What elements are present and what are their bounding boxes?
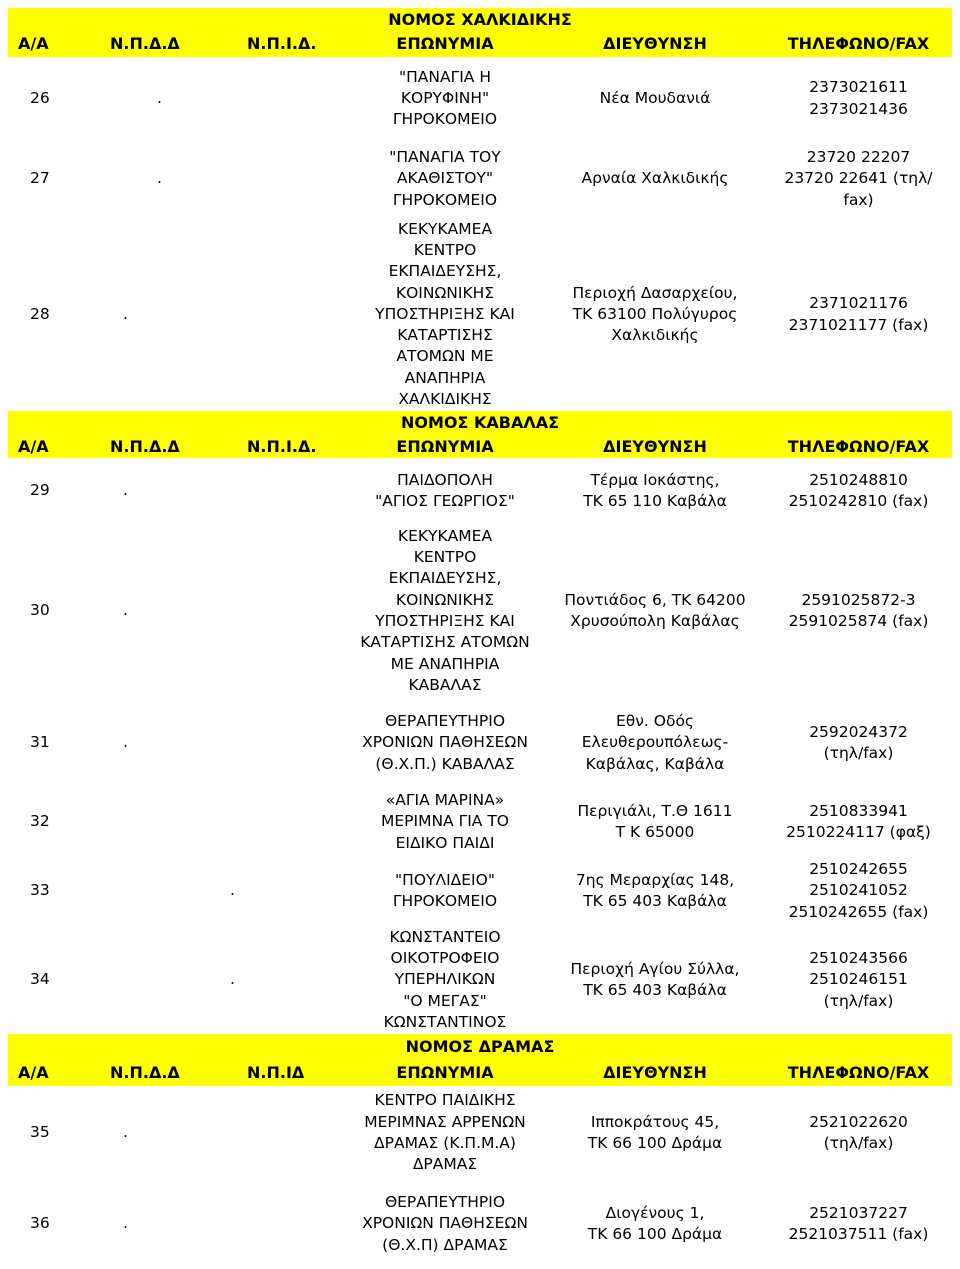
header-npid: Ν.Π.ΙΔ [247,1062,305,1082]
phone-fax: 2510833941 2510224117 (φαξ) [786,801,931,841]
phone-fax: 2591025872-3 2591025874 (fax) [788,590,929,630]
header-name: ΕΠΩΝΥΜΙΑ [396,1062,494,1082]
address: Ιπποκράτους 45, ΤΚ 66 100 Δράμα [587,1112,723,1152]
organization-name: ΘΕΡΑΠΕΥΤΗΡΙΟ ΧΡΟΝΙΩΝ ΠΑΘΗΣΕΩΝ (Θ.Χ.Π.) ΚΑΒΑΛΑΣ [362,712,528,773]
header-phone: ΤΗΛΕΦΩΝΟ/FAX [787,1062,930,1082]
npid-mark: . [230,881,235,900]
header-aa: Α/Α [18,1062,49,1082]
header-npdd: Ν.Π.Δ.Δ [110,436,180,456]
organization-name: ΚΕΝΤΡΟ ΠΑΙΔΙΚΗΣ ΜΕΡΙΜΝΑΣ ΑΡΡΕΝΩΝ ΔΡΑΜΑΣ (Κ.Π.Μ.Α) ΔΡΑΜΑΣ [364,1091,526,1174]
row-number: 35 [30,1123,50,1142]
npdd-mark: . [157,169,162,188]
organization-name: ΚΕΚΥΚΑΜΕΑ ΚΕΝΤΡΟ ΕΚΠΑΙΔΕΥΣΗΣ, ΚΟΙΝΩΝΙΚΗΣ ΥΠΟΣΤΗΡΙΞΗΣ ΚΑΙ ΚΑΤΑΡΤΙΣΗΣ ΑΤΟΜΩΝ ΜΕ ΑΝΑΠΗΡΙΑ ΧΑΛΚΙΔΙΚΗΣ [375,219,515,409]
row-number: 33 [30,881,50,900]
table-row [8,1086,952,1180]
address: Εθν. Οδός Ελευθερουπόλεως- Καβάλας, Καβάλα [581,712,729,773]
phone-fax: 2592024372 (τηλ/fax) [809,722,908,762]
table-row [8,57,952,140]
table-header-row [8,1058,952,1086]
address: Διογένους 1, ΤΚ 66 100 Δράμα [587,1203,723,1243]
organization-name: "ΠΑΝΑΓΙΑ Η ΚΟΡΥΦΙΝΗ" ΓΗΡΟΚΟΜΕΙΟ [392,67,498,129]
section-title-drama: ΝΟΜΟΣ ΔΡΑΜΑΣ [8,1034,952,1058]
npdd-mark: . [157,88,162,107]
address: 7ης Μεραρχίας 148, ΤΚ 65 403 Καβάλα [575,870,735,910]
organization-name: "ΠΟΥΛΙΔΕΙΟ" ΓΗΡΟΚΟΜΕΙΟ [392,870,498,910]
row-number: 31 [30,733,50,752]
header-address: ΔΙΕΥΘΥΝΣΗ [603,34,707,53]
row-number: 29 [30,481,50,500]
header-npdd: Ν.Π.Δ.Δ [110,34,180,53]
npdd-mark: . [123,481,128,500]
phone-fax: 2373021611 2373021436 [809,78,908,118]
npdd-mark: . [123,304,128,323]
phone-fax: 23720 22207 23720 22641 (τηλ/ fax) [784,148,933,209]
header-address: ΔΙΕΥΘΥΝΣΗ [603,436,707,456]
table-row [8,926,952,1034]
header-address: ΔΙΕΥΘΥΝΣΗ [603,1062,707,1082]
table-row [8,856,952,926]
section-title-chalkidiki: ΝΟΜΟΣ ΧΑΛΚΙΔΙΚΗΣ [8,8,952,30]
table-row [8,698,952,788]
address: Νέα Μουδανιά [599,88,711,107]
npid-mark: . [230,970,235,989]
npdd-mark: . [123,601,128,620]
address: Περιγιάλι, Τ.Θ 1611 Τ Κ 65000 [577,801,733,841]
phone-fax: 2510248810 2510242810 (fax) [788,470,929,510]
document-page [8,8,952,1268]
phone-fax: 2510243566 2510246151 (τηλ/fax) [809,949,908,1010]
organization-name: ΘΕΡΑΠΕΥΤΗΡΙΟ ΧΡΟΝΙΩΝ ΠΑΘΗΣΕΩΝ (Θ.Χ.Π) ΔΡΑΜΑΣ [362,1193,528,1254]
npdd-mark: . [123,1214,128,1233]
phone-fax: 2521022620 (τηλ/fax) [809,1112,908,1152]
table-row [8,1180,952,1268]
header-phone: ΤΗΛΕΦΩΝΟ/FAX [787,34,930,53]
section-title-kavala: ΝΟΜΟΣ ΚΑΒΑΛΑΣ [8,411,952,434]
address: Τέρμα Ιοκάστης, ΤΚ 65 110 Καβάλα [583,470,727,510]
row-number: 30 [30,601,50,620]
address: Ποντιάδος 6, ΤΚ 64200 Χρυσούπολη Καβάλας [564,590,746,630]
organization-name: "ΠΑΝΑΓΙΑ ΤΟΥ ΑΚΑΘΙΣΤΟΥ" ΓΗΡΟΚΟΜΕΙΟ [389,148,501,209]
table-header-row [8,30,952,57]
organization-name: «ΑΓΙΑ ΜΑΡΙΝΑ» ΜΕΡΙΜΝΑ ΓΙΑ ΤΟ ΕΙΔΙΚΟ ΠΑΙΔΙ [381,791,509,852]
row-number: 36 [30,1214,50,1233]
row-number: 26 [30,88,50,107]
header-npdd: Ν.Π.Δ.Δ [110,1062,180,1082]
table-row [8,524,952,698]
header-aa: Α/Α [18,34,49,53]
address: Περιοχή Δασαρχείου, ΤΚ 63100 Πολύγυρος Χαλκιδικής [572,283,738,345]
organization-name: ΚΩΝΣΤΑΝΤΕΙΟ ΟΙΚΟΤΡΟΦΕΙΟ ΥΠΕΡΗΛΙΚΩΝ "Ο ΜΕΓΑΣ" ΚΩΝΣΤΑΝΤΙΝΟΣ [383,927,507,1031]
header-name: ΕΠΩΝΥΜΙΑ [396,34,494,53]
table-header-row [8,434,952,458]
header-aa: Α/Α [18,436,49,456]
header-phone: ΤΗΛΕΦΩΝΟ/FAX [787,436,930,456]
header-npid: Ν.Π.Ι.Δ. [247,34,317,53]
phone-fax: 2521037227 2521037511 (fax) [788,1203,929,1243]
header-npid: Ν.Π.Ι.Δ. [247,436,317,456]
phone-fax: 2371021176 2371021177 (fax) [788,294,929,334]
table-row [8,140,952,218]
address: Αρναία Χαλκιδικής [581,169,729,188]
npdd-mark: . [123,733,128,752]
row-number: 27 [30,169,50,188]
header-name: ΕΠΩΝΥΜΙΑ [396,436,494,456]
row-number: 28 [30,304,50,323]
address: Περιοχή Αγίου Σύλλα, ΤΚ 65 403 Καβάλα [570,959,740,999]
organization-name: ΠΑΙΔΟΠΟΛΗ "ΑΓΙΟΣ ΓΕΩΡΓΙΟΣ" [375,470,515,510]
row-number: 32 [30,812,50,831]
npdd-mark: . [123,1123,128,1142]
table-row [8,218,952,411]
table-row [8,788,952,856]
row-number: 34 [30,970,50,989]
table-row [8,458,952,524]
phone-fax: 2510242655 2510241052 2510242655 (fax) [788,860,929,921]
organization-name: ΚΕΚΥΚΑΜΕΑ ΚΕΝΤΡΟ ΕΚΠΑΙΔΕΥΣΗΣ, ΚΟΙΝΩΝΙΚΗΣ ΥΠΟΣΤΗΡΙΞΗΣ ΚΑΙ ΚΑΤΑΡΤΙΣΗΣ ΑΤΟΜΩΝ ΜΕ ΑΝΑΠΗΡΙΑ ΚΑΒΑΛΑΣ [360,526,530,694]
